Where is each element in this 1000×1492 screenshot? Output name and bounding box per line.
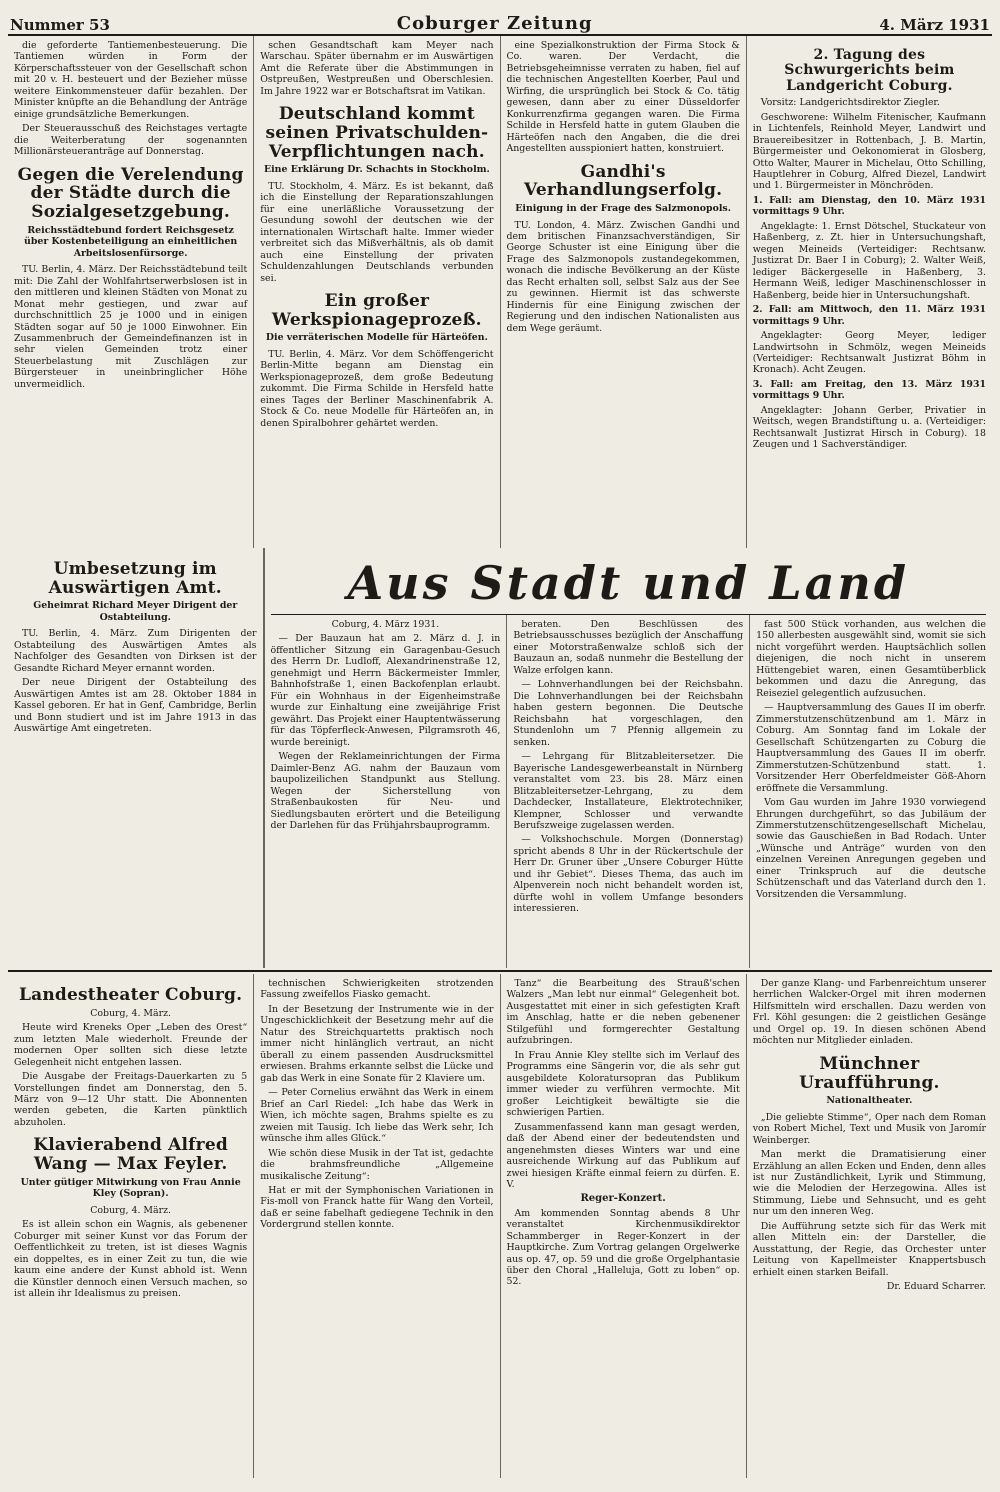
article-text: Zusammenfassend kann man gesagt werden, daß der Abend einer der bedeutendsten und angenehmsten dieses Winters war und eine ausreichende Wirkung auf das Publikum auf zwei hiesigen Kräfte einmal feiern zu dürfen. E. V. [506, 1121, 740, 1190]
bottom-column-1 [8, 974, 254, 1478]
article-text: TU. Berlin, 4. März. Der Reichsstädtebund teilt mit: Die Zahl der Wohlfahrtserwerbslosen ist in den mittleren und kleinen Städten von Monat zu Monat mehr gestiegen, und zwar auf durchschnittlich 25 je 1000 und in einigen Städten sogar auf 50 je 1000 Einwohner. Ein Zusammenbruch der Gemeindefinanzen ist in sehr vielen Gemeinden trotz einer Steuerbelastung mit Zuschlägen zur Bürgersteuer in uneinbringlicher Höhe unvermeidlich. [14, 264, 248, 390]
headline-klavierabend: Klavierabend Alfred Wang — Max Feyler. [33, 1135, 228, 1175]
article-text: Die Aufführung setzte sich für das Werk mit allen Mitteln ein: der Darsteller, die Ausstattung, der Regie, das Orchester unter Leitung von Kapellmeister Knappertsbusch erhielt einen starken Beifall. [752, 1220, 986, 1278]
subheadline: Reichsstädtebund fordert Reichsgesetz über Kostenbeteiligung an einheitlichen Arbeitslosenfürsorge. [24, 224, 238, 259]
top-column-2 [254, 36, 500, 548]
article-text: TU. London, 4. März. Zwischen Gandhi und dem britischen Finanzsachverständigen, Sir George Schuster ist eine Einigung über die Frage des Salzmonopols zustandegekommen, wonach die indische Bevölkerung an der Küste das Recht erhalten soll, selbst Salz aus der See zu gewinnen. Hiermit ist das schwerste Hindernis für eine Einigung zwischen der Regierung und den indischen Nationalisten aus dem Wege geräumt. [506, 219, 740, 334]
case-heading: 1. Fall: am Dienstag, den 10. März 1931 vormittags 9 Uhr. [752, 194, 986, 218]
article-text: Wegen der Reklameinrichtungen der Firma Daimler-Benz AG. nahm der Bauzaun vom baupolizeilichen Standpunkt aus Stellung. Wegen der Sicherstellung von Straßenbaukosten für Neu- und Siedlungsbauten erörtert und die Beteiligung der Darlehen für das Frühjahrsbauprogramm. [270, 751, 501, 831]
subheadline: Geheimrat Richard Meyer Dirigent der Ostabteilung. [33, 600, 238, 623]
newspaper-page [8, 6, 992, 1480]
article-text: beraten. Den Beschlüssen des Betriebsausschusses bezüglich der Anschaffung einer Motorstraßenwalze schloß sich der Bauzaun an, sodaß nunmehr die Bestellung der Walze erfolgen kann. [513, 619, 744, 676]
stadt-column-3 [750, 615, 992, 968]
article-text: fast 500 Stück vorhanden, aus welchen die 150 allerbesten ausgewählt sind, womit sie sich nicht vorgeführt werden. Hauptsächlich sollen diejenigen, die noch nicht in unserem Hüttengebiet waren, einen Gesamtüberblick bekommen und dazu die Anregung, das Reiseziel gelegentlich aufzusuchen. [756, 619, 986, 699]
article-text: — Lohnverhandlungen bei der Reichsbahn. Die Lohnverhandlungen bei der Reichsbahn haben gestern begonnen. Die Deutsche Reichsbahn hat vorgeschlagen, den Stundenlohn um 7 Pfennig allgemein zu senken. [513, 679, 744, 748]
middle-column-left [8, 548, 264, 968]
bottom-column-3 [501, 974, 747, 1478]
article-text: technischen Schwierigkeiten strotzenden Fassung zweifellos Fiasko gemacht. [260, 978, 494, 1001]
subheadline: Eine Erklärung Dr. Schachts in Stockholm. [263, 164, 490, 176]
article-text: „Die geliebte Stimme“, Oper nach dem Roman von Robert Michel, Text und Musik von Jaromír Weinberger. [752, 1111, 986, 1146]
headline-reger-konzert: Reger-Konzert. [580, 1193, 666, 1205]
stadt-und-land-block [264, 548, 993, 968]
dateline: Coburg, 4. März. [90, 1007, 172, 1019]
article-text: TU. Stockholm, 4. März. Es ist bekannt, daß ich die Einstellung der Reparationszahlungen für eine unerläßliche Voraussetzung der Gesundung sowohl der deutschen wie der internationalen Wirtschaft halte. Immer wieder verbreitet sich das Mißverhältnis, als ob damit auch eine Einstellung der privaten Schuldenzahlungen Deutschlands verbunden sei. [260, 180, 494, 284]
bottom-column-2 [254, 974, 500, 1478]
article-text: Der neue Dirigent der Ostabteilung des Auswärtigen Amtes ist am 28. Oktober 1884 in Kassel geboren. Er hat in Genf, Cambridge, Berlin und Bonn studiert und ist im Jahre 1913 in das Auswärtige Amt eingetreten. [14, 677, 257, 735]
stadt-column-2 [507, 615, 750, 968]
article-text: Die Ausgabe der Freitags-Dauerkarten zu 5 Vorstellungen findet am Donnerstag, den 5. März von 9—12 Uhr statt. Die Abonnenten werden gebeten, die Karten pünktlich abzuholen. [14, 1071, 248, 1128]
article-text: — Peter Cornelius erwähnt das Werk in einem Brief an Carl Riedel: „Ich habe das Werk in Wien, ich möchte sagen, Brahms spielte es zu zweien mit Tausig. Ich liebe das Werk sehr, Ich wünsche ihm alles Glück.“ [260, 1087, 494, 1145]
article-text: — Hauptversammlung des Gaues II im oberfr. Zimmerstutzenschützenbund am 1. März in Coburg. Am Sonntag fand im Lokale der Gesellschaft Schützengarten zu Coburg die Hauptversammlung des Gaues II im oberfr. Zimmerstutzen-Schützenbund statt. 1. Vorsitzender Herr Oberfeldmeister Göß-Ahorn eröffnete die Versammlung. [756, 702, 986, 794]
article-text: Tanz“ die Bearbeitung des Strauß'schen Walzers „Man lebt nur einmal“ Gelegenheit bot. Ausgestattet mit einer in sich gefestigten Kraft im Anschlag, hatte er die neben gebenener Stilgefühl und formgerechter Gestaltung aufzubringen. [506, 978, 740, 1047]
article-text: Angeklagter: Johann Gerber, Privatier in Weitsch, wegen Brandstiftung u. a. (Verteidiger: Rechtsanwalt Justizrat Hirsch in Coburg). 18 Zeugen und 1 Sachverständiger. [752, 404, 986, 451]
article-text: — Volkshochschule. Morgen (Donnerstag) spricht abends 8 Uhr in der Rückertschule der Herr Dr. Gruner über „Unsere Coburger Hütte und ihr Gebiet“. Dieses Thema, das auch im Alpenverein noch nicht behandelt worden ist, dürfte wohl in vollem Umfange besonders interessieren. [513, 834, 744, 915]
top-section [8, 36, 992, 548]
headline-landestheater: Landestheater Coburg. [18, 985, 243, 1005]
bottom-section [8, 974, 992, 1478]
headline-werkspionage: Ein großer Werkspionageprozeß. [271, 291, 482, 330]
article-text: Es ist allein schon ein Wagnis, als gebenener Coburger mit seiner Kunst vor das Forum der Oeffentlichkeit zu treten, ist ist dieses Wagnis ein doppeltes, es in einer Zeit zu tun, die wie kaum eine andere der Kunst abhold ist. Wenn die Künstler dennoch einen Versuch machen, so ist allein ihr Idealismus zu preisen. [14, 1219, 248, 1299]
newspaper-title: Coburger Zeitung [396, 13, 593, 34]
bottom-column-4 [747, 974, 992, 1478]
middle-section [8, 548, 992, 968]
headline-verelendung: Gegen die Verelendung der Städte durch die Sozialgesetzgebung. [17, 164, 244, 223]
section-divider [8, 970, 992, 972]
article-text: Angeklagter: Georg Meyer, lediger Landwirtsohn in Schmölz, wegen Meineids (Verteidiger: Rechtsanwalt Justizrat Böhm in Kronach). Acht Zeugen. [752, 330, 986, 376]
article-text: Vom Gau wurden im Jahre 1930 vorwiegend Ehrungen durchgeführt, so das Jubiläum der Zimmerstutzenschützengesellschaft Michelau, sowie das Gauschießen in Bad Rodach. Unter „Wünsche und Anträge“ wurden von den einzelnen Vereinen Anregungen gegeben und einer Trinkspruch auf die deutsche Schützenschaft und das Vaterland durch den 1. Vorsitzenden die Versammlung. [756, 797, 986, 900]
article-text: Vorsitz: Landgerichtsdirektor Ziegler. [760, 97, 940, 109]
subheadline: Unter gütiger Mitwirkung von Frau Annie Kley (Sopran). [20, 1176, 241, 1200]
issue-date: 4. März 1931 [879, 16, 990, 34]
dateline: Coburg, 4. März. [90, 1204, 172, 1216]
subheadline: Die verräterischen Modelle für Härteöfen. [265, 332, 488, 344]
article-text: TU. Berlin, 4. März. Vor dem Schöffengericht Berlin-Mitte begann am Dienstag ein Werkspionageprozeß, dem große Bedeutung zukommt. Die Firma Schilde in Hersfeld hatte eines Tages der Berliner Maschinenfabrik A. Stock & Co. neue Modelle für Härteöfen an, in denen Spiralbohrer gehärtet werden. [260, 348, 494, 429]
article-text: Man merkt die Dramatisierung einer Erzählung an allen Ecken und Enden, denn alles ist nur Zuständlichkeit, Lyrik und Stimmung, wie die Melodien der Herzegowina. Alles ist Stimmung, Liebe und Sehnsucht, und es geht nur um den inneren Weg. [752, 1149, 986, 1218]
case-heading: 3. Fall: am Freitag, den 13. März 1931 vormittags 9 Uhr. [752, 378, 986, 402]
headline-schwurgericht: 2. Tagung des Schwurgerichts beim Landgericht Coburg. [784, 47, 955, 94]
headline-privatschulden: Deutschland kommt seinen Privatschulden-Verpflichtungen nach. [265, 104, 489, 162]
headline-auswaertiges-amt: Umbesetzung im Auswärtigen Amt. [48, 559, 222, 598]
article-text: Heute wird Kreneks Oper „Leben des Orest“ zum letzten Male wiederholt. Freunde der modernen Oper sollten sich diese letzte Gelegenheit nicht entgehen lassen. [14, 1022, 248, 1068]
article-text: TU. Berlin, 4. März. Zum Dirigenten der Ostabteilung des Auswärtigen Amtes als Nachfolger des Gesandten von Dirksen ist der Gesandte Richard Meyer ernannt worden. [14, 628, 257, 674]
top-column-1 [8, 36, 254, 548]
article-text: — Lehrgang für Blitzableitersetzer. Die Bayerische Landesgewerbeanstalt in Nürnberg veranstaltet vom 23. bis 28. März einen Blitzableitersetzer-Lehrgang, zu dem Dachdecker, Installateure, Elektrotechniker, Klempner, Schlosser und verwandte Berufszweige zugelassen werden. [513, 751, 744, 831]
article-text: — Der Bauzaun hat am 2. März d. J. in öffentlicher Sitzung ein Garagenbau-Gesuch des Herrn Dr. Ludloff, Alexandrinenstraße 12, genehmigt und Herrn Bäckermeister Immler, Bahnhofstraße 1, einen Backofenplan erlaubt. Für ein Wohnhaus in der Eigenheimstraße wurde zur Einhaltung eine zweijährige Frist gewährt. Das Projekt einer Hauptentwässerung für das Töpferfleck-Anwesen, Pilgramsroth 46, wurde bereinigt. [270, 633, 501, 748]
top-column-4 [747, 36, 992, 548]
article-text: Wie schön diese Musik in der Tat ist, gedachte die brahmsfreundliche „Allgemeine musikalische Zeitung“: [260, 1147, 494, 1182]
subheadline: Nationaltheater. [826, 1095, 913, 1107]
article-text: schen Gesandtschaft kam Meyer nach Warschau. Später übernahm er im Auswärtigen Amt die Referate über die Abstimmungen in Ostpreußen, Westpreußen und Oberschlesien. Im Jahre 1922 war er Botschaftsrat im Vatikan. [260, 40, 494, 97]
headline-gandhi: Gandhi's Verhandlungserfolg. [524, 161, 723, 201]
subheadline: Einigung in der Frage des Salzmonopols. [515, 203, 731, 215]
case-heading: 2. Fall: am Mittwoch, den 11. März 1931 vormittags 9 Uhr. [752, 304, 986, 327]
article-text: eine Spezialkonstruktion der Firma Stock & Co. waren. Der Verdacht, die Betriebsgeheimnisse verraten zu haben, fiel auf die technischen Angestellten Koerber, Paul und Wirfing, die ursprünglich bei Stock & Co. tätig gewesen, dann aber zu einer Düsseldorfer Konkurrenzfirma gegangen waren. Die Firma Schilde in Hersfeld hatte in gutem Glauben die Härteöfen nach den Angaben, die die drei Angestellten ausspioniert hatten, konstruiert. [506, 40, 740, 155]
stadt-column-1 [265, 615, 508, 968]
issue-number: Nummer 53 [10, 16, 110, 34]
section-banner: Aus Stadt und Land [347, 556, 910, 610]
article-text: die geforderte Tantiemenbesteuerung. Die Tantiemen würden in Form der Körperschaftssteuer von der Gesellschaft schon mit 20 v. H. besteuert und der Bezieher müsse weitere Einkommensteuer dafür bezahlen. Der Minister knüpfte an die Behandlung der Anträge einige grundsätzliche Bemerkungen. [14, 40, 248, 120]
article-text: Geschworene: Wilhelm Fitenischer, Kaufmann in Lichtenfels, Reinhold Meyer, Landwirt und Brauereibesitzer in Rottenbach, J. B. Martin, Bürgermeister und Oekonomierat in Glosberg, Otto Walter, Maurer in Michelau, Otto Schilling, Hauptlehrer in Coburg, Alfred Diezel, Landwirt und 1. Bürgermeister in Mönchröden. [752, 111, 986, 192]
article-text: In der Besetzung der Instrumente wie in der Ungeschicklichkeit der Besetzung mehr auf die Natur des Streichquartetts praktisch noch immer nicht hinlänglich vertraut, an nicht überall zu einem passenden Ausdrucksmittel erwiesen. Brahms erkannte selbst die Lücke und gab das Werk in eine Sonate für 2 Klaviere um. [260, 1003, 494, 1084]
article-text: Am kommenden Sonntag abends 8 Uhr veranstaltet Kirchenmusikdirektor Schammberger in Reger-Konzert in der Hauptkirche. Zum Vortrag gelangen Orgelwerke aus op. 47, op. 59 und die große Orgelphantasie über den Choral „Halleluja, Gott zu loben“ op. 52. [506, 1207, 740, 1288]
article-text: Der Steuerausschuß des Reichstages vertagte die Weiterberatung der sogenannten Millionärsteueranträge auf Donnerstag. [14, 123, 248, 158]
article-text: Hat er mit der Symphonischen Variationen in Fis-moll von Franck hatte für Wang den Vorteil, daß er seine fabelhaft gediegene Technik in den Vordergrund stellen konnte. [260, 1184, 494, 1231]
masthead [8, 6, 992, 36]
article-text: Der ganze Klang- und Farbenreichtum unserer herrlichen Walcker-Orgel mit ihren modernen Hilfsmitteln wird erschallen. Dazu werden von Frl. Köhl gesungen: die 2 geistlichen Gesänge und Orgel op. 19. In diesen schönen Abend möchten nur Mitglieder einladen. [752, 978, 986, 1047]
headline-uraufführung: Münchner Uraufführung. [799, 1053, 940, 1093]
article-text: In Frau Annie Kley stellte sich im Verlauf des Programms eine Sängerin vor, die als sehr gut ausgebildete Koloratursopran das Publikum immer wieder zu verführen vermochte. Mit großer Leichtigkeit bewältigte sie die schwierigen Partien. [506, 1049, 740, 1119]
author-signature: Dr. Eduard Scharrer. [886, 1281, 986, 1293]
dateline: Coburg, 4. März 1931. [331, 619, 440, 630]
article-text: Angeklagte: 1. Ernst Dötschel, Stuckateur von Haßenberg, z. Zt. hier in Untersuchungshaft, wegen Meineids (Verteidiger: Rechtsanw. Justizrat Dr. Baer I in Coburg); 2. Walter Weiß, lediger Bäckergeselle in Haßenberg, 3. Hermann Weiß, lediger Maschinenschlosser in Haßenberg, beide hier in Untersuchungshaft. [752, 220, 986, 301]
top-column-3 [501, 36, 747, 548]
